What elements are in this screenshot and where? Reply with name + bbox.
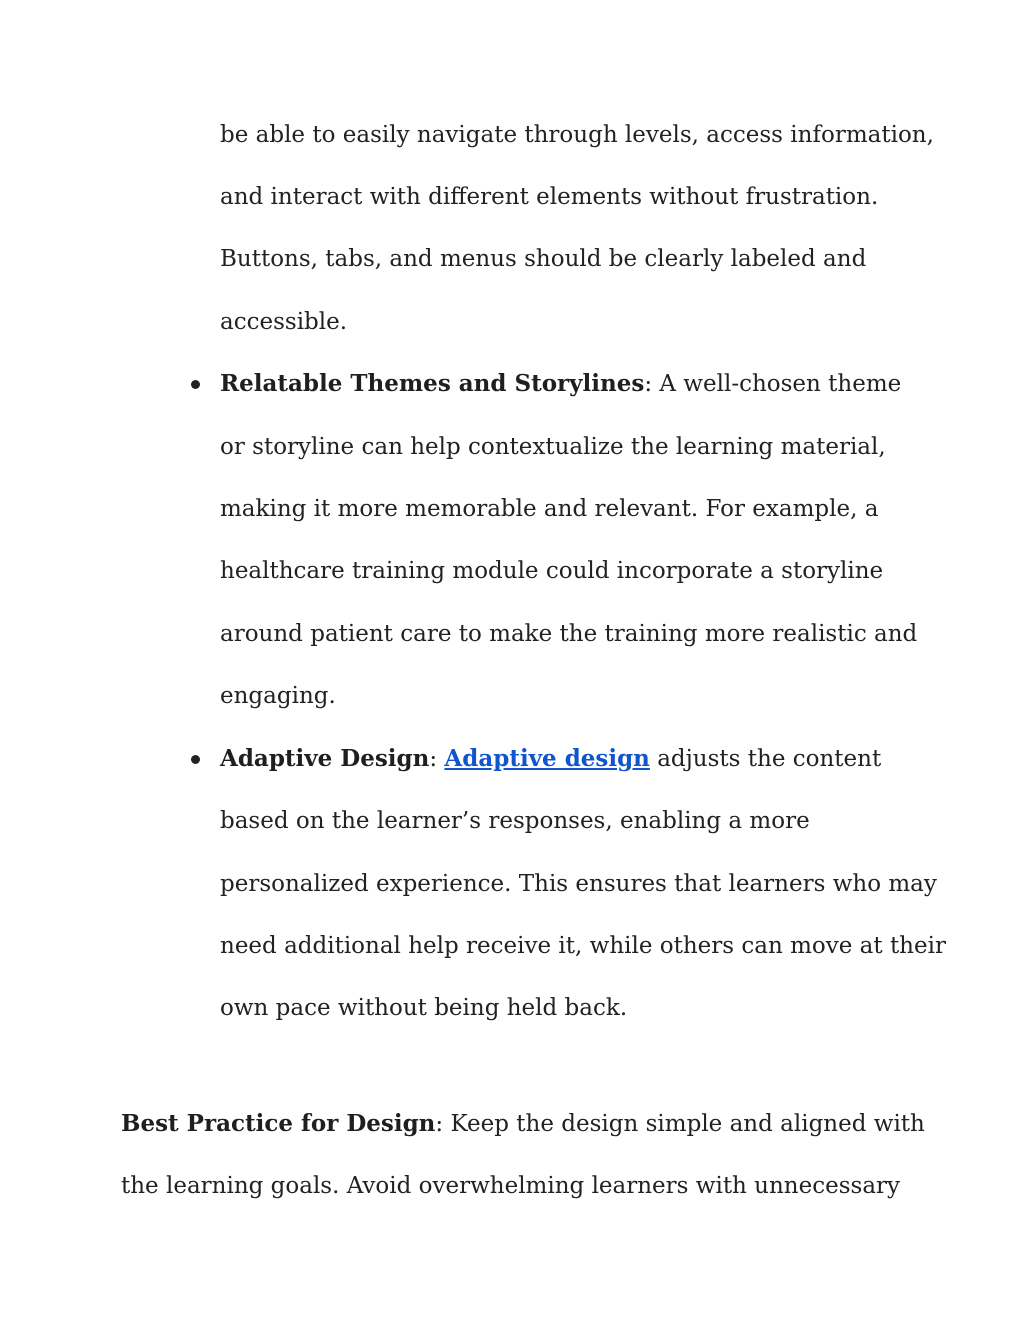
bullet-dot-icon (188, 744, 202, 774)
text-fragment: adjusts the content (649, 746, 882, 772)
bullet-item-relatable-themes (220, 369, 901, 399)
text-line: Buttons, tabs, and menus should be clearly labeled and (220, 246, 867, 272)
text-line: healthcare training module could incorporate a storyline (220, 558, 884, 584)
text-line: engaging. (220, 683, 336, 709)
text-line: be able to easily navigate through levels, access information, (220, 122, 934, 148)
text-line: need additional help receive it, while others can move at their (220, 933, 946, 959)
term-separator: : (644, 371, 653, 397)
text-line: personalized experience. This ensures that learners who may (220, 871, 937, 897)
text-fragment: Keep the design simple and aligned with (443, 1111, 925, 1137)
term-separator: : (429, 746, 445, 772)
best-practice-paragraph (121, 1109, 925, 1139)
text-line: around patient care to make the training more realistic and (220, 621, 918, 647)
text-line: and interact with different elements without frustration. (220, 184, 879, 210)
text-line: based on the learner’s responses, enabling a more (220, 808, 810, 834)
bullet-term: Relatable Themes and Storylines (220, 370, 645, 397)
bullet-dot-icon (188, 369, 202, 399)
text-fragment: A well-chosen theme (652, 371, 902, 397)
adaptive-design-link[interactable]: Adaptive design (444, 745, 650, 772)
text-line: making it more memorable and relevant. For example, a (220, 496, 879, 522)
text-line: or storyline can help contextualize the learning material, (220, 434, 886, 460)
bullet-term: Adaptive Design (220, 745, 430, 772)
text-line: accessible. (220, 309, 348, 335)
bullet-item-adaptive-design (220, 744, 881, 774)
text-line: own pace without being held back. (220, 995, 628, 1021)
term-separator: : (435, 1111, 444, 1137)
best-practice-term: Best Practice for Design (121, 1110, 436, 1137)
text-line: the learning goals. Avoid overwhelming learners with unnecessary (121, 1173, 901, 1199)
